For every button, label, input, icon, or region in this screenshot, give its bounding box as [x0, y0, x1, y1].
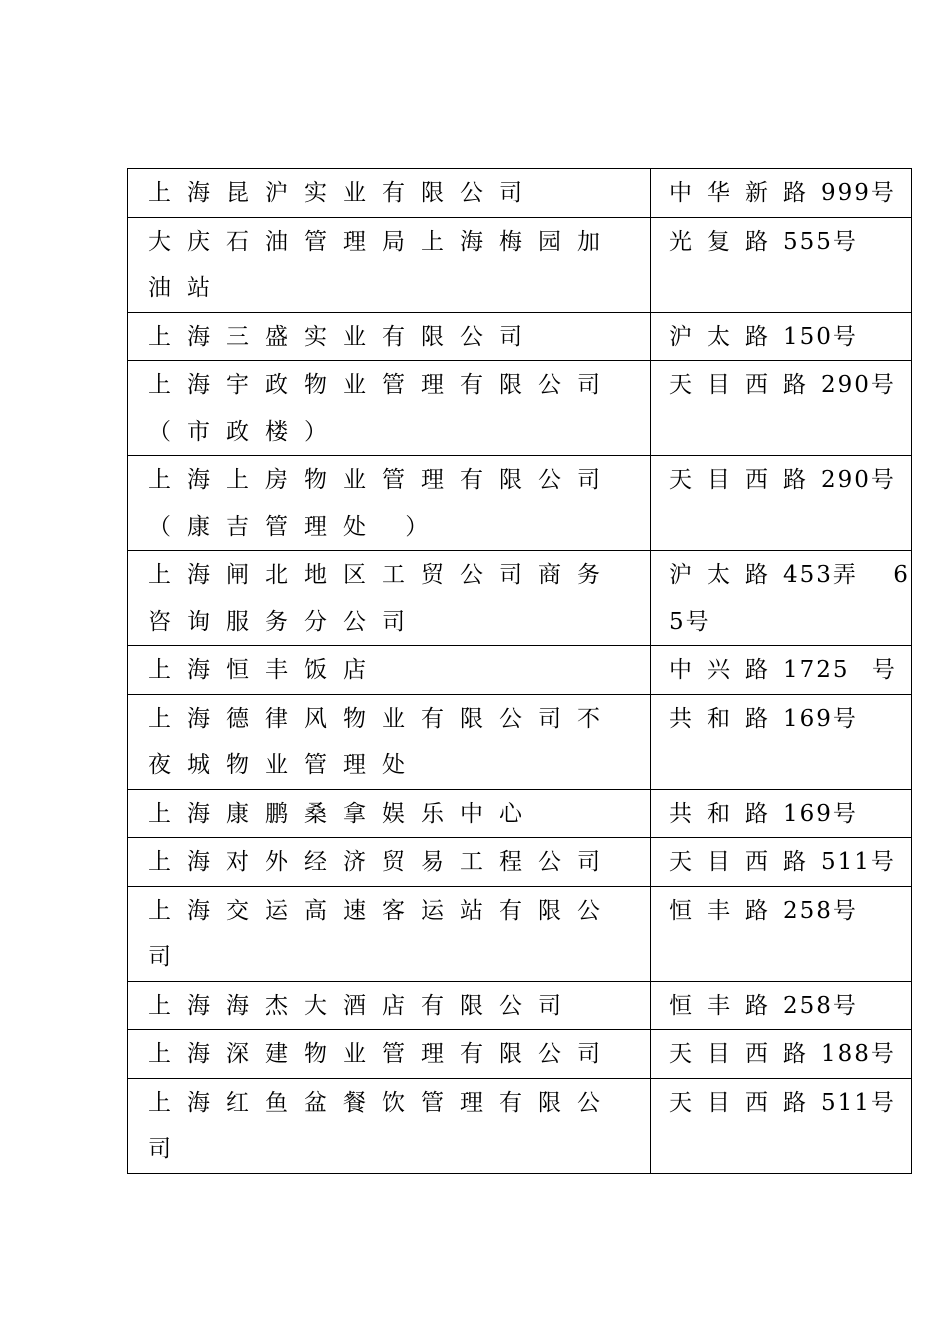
table-row: [128, 456, 912, 551]
address-cell: 天目西路290号: [651, 456, 912, 551]
address-cell: 共和路169号: [651, 789, 912, 838]
company-name-cell: 上海三盛实业有限公司: [128, 312, 651, 361]
company-name-cell: 上海闸北地区工贸公司商务咨询服务分公司: [128, 551, 651, 646]
table-row: [128, 838, 912, 887]
table-row: [128, 312, 912, 361]
table: [127, 168, 912, 1174]
table-row: [128, 981, 912, 1030]
company-address-table: [127, 168, 911, 1174]
table-row: [128, 886, 912, 981]
company-name-cell: 上海红鱼盆餐饮管理有限公司: [128, 1078, 651, 1173]
table-row: [128, 361, 912, 456]
table-row: [128, 217, 912, 312]
table-row: [128, 694, 912, 789]
address-cell: 天目西路290号: [651, 361, 912, 456]
table-row: [128, 551, 912, 646]
address-cell: 恒丰路258号: [651, 981, 912, 1030]
address-cell: 沪太路150号: [651, 312, 912, 361]
address-cell: 光复路555号: [651, 217, 912, 312]
address-cell: 共和路169号: [651, 694, 912, 789]
company-name-cell: 上海对外经济贸易工程公司: [128, 838, 651, 887]
address-cell: 中华新路999号: [651, 169, 912, 218]
table-row: [128, 646, 912, 695]
company-name-cell: 上海交运高速客运站有限公司: [128, 886, 651, 981]
table-body: [128, 169, 912, 1174]
address-cell: 天目西路188号: [651, 1030, 912, 1079]
company-name-cell: 上海恒丰饭店: [128, 646, 651, 695]
address-cell: 中兴路1725 号: [651, 646, 912, 695]
company-name-cell: 大庆石油管理局上海梅园加油站: [128, 217, 651, 312]
company-name-cell: 上海昆沪实业有限公司: [128, 169, 651, 218]
company-name-cell: 上海海杰大酒店有限公司: [128, 981, 651, 1030]
address-cell: 天目西路511号: [651, 838, 912, 887]
table-row: [128, 1078, 912, 1173]
company-name-cell: 上海德律风物业有限公司不夜城物业管理处: [128, 694, 651, 789]
company-name-cell: 上海上房物业管理有限公司（康吉管理处 ）: [128, 456, 651, 551]
address-cell: 恒丰路258号: [651, 886, 912, 981]
table-row: [128, 789, 912, 838]
company-name-cell: 上海深建物业管理有限公司: [128, 1030, 651, 1079]
table-row: [128, 1030, 912, 1079]
company-name-cell: 上海宇政物业管理有限公司（市政楼）: [128, 361, 651, 456]
address-cell: 天目西路511号: [651, 1078, 912, 1173]
table-row: [128, 169, 912, 218]
address-cell: 沪太路453弄 65号: [651, 551, 912, 646]
company-name-cell: 上海康鹏桑拿娱乐中心: [128, 789, 651, 838]
